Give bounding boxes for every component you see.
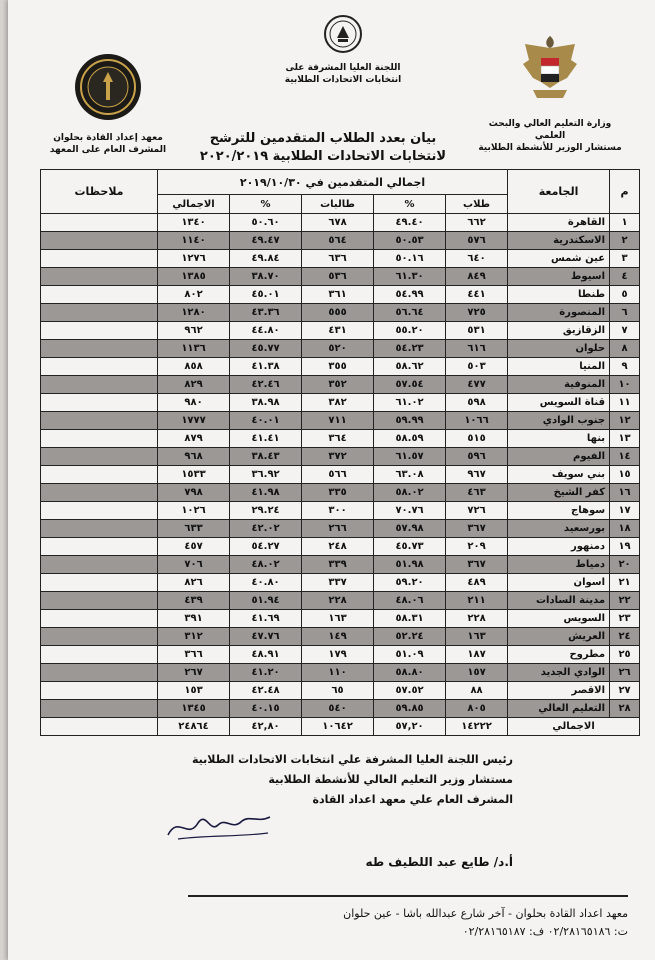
cell-university: المنيا <box>508 358 610 376</box>
cell-university: المنوفية <box>508 376 610 394</box>
cell-university: مدينة السادات <box>508 592 610 610</box>
table-row <box>41 646 640 664</box>
cell-pct-female: ٤٠.٠١ <box>230 412 302 430</box>
cell-female: ٢٤٨ <box>302 538 374 556</box>
cell-pct-female: ٥٤.٢٧ <box>230 538 302 556</box>
committee-seal-icon <box>323 14 363 54</box>
cell-pct-female: ٤٨.٩١ <box>230 646 302 664</box>
cell-students: ٢٠٩ <box>446 538 508 556</box>
total-pct-students: ٥٧,٢٠ <box>374 718 446 736</box>
header-university: الجامعة <box>508 170 610 214</box>
cell-pct-students: ٦١.٠٢ <box>374 394 446 412</box>
cell-students: ٥٩٦ <box>446 448 508 466</box>
cell-female: ٥٦٦ <box>302 466 374 484</box>
header-female: طالبات <box>302 195 374 214</box>
cell-total: ٣١٢ <box>158 628 230 646</box>
cell-students: ١٨٧ <box>446 646 508 664</box>
cell-pct-students: ٦١.٣٠ <box>374 268 446 286</box>
cell-female: ٥٤٠ <box>302 700 374 718</box>
cell-notes <box>41 610 158 628</box>
header-total: الاجمالي <box>158 195 230 214</box>
cell-num: ٨ <box>610 340 640 358</box>
footer-phone: ت: ٠٢/٢٨١٦٥١٨٦ ف: ٠٢/٢٨١٦٥١٨٧ <box>462 925 628 938</box>
cell-university: المنصورة <box>508 304 610 322</box>
cell-pct-female: ٣٨.٤٣ <box>230 448 302 466</box>
cell-total: ١٢٨٠ <box>158 304 230 322</box>
table-row <box>41 268 640 286</box>
cell-students: ٥٣١ <box>446 322 508 340</box>
cell-total: ٧٠٦ <box>158 556 230 574</box>
cell-students: ٥٠٣ <box>446 358 508 376</box>
cell-female: ٣٣٧ <box>302 574 374 592</box>
cell-pct-female: ٤١.٩٨ <box>230 484 302 502</box>
cell-total: ٦٣٣ <box>158 520 230 538</box>
cell-students: ٦٦٢ <box>446 214 508 232</box>
cell-students: ١٦٣ <box>446 628 508 646</box>
table-row <box>41 358 640 376</box>
cell-num: ٣ <box>610 250 640 268</box>
cell-pct-students: ٤٨.٠٦ <box>374 592 446 610</box>
table-row <box>41 322 640 340</box>
cell-pct-female: ٤٢.٤٨ <box>230 682 302 700</box>
cell-notes <box>41 304 158 322</box>
cell-students: ٢١١ <box>446 592 508 610</box>
cell-notes <box>41 268 158 286</box>
cell-notes <box>41 484 158 502</box>
cell-university: كفر الشيخ <box>508 484 610 502</box>
cell-num: ١٢ <box>610 412 640 430</box>
cell-notes <box>41 574 158 592</box>
cell-num: ١٣ <box>610 430 640 448</box>
cell-students: ٨٨ <box>446 682 508 700</box>
cell-total: ٩٦٨ <box>158 448 230 466</box>
cell-total: ٨٠٢ <box>158 286 230 304</box>
cell-total: ٨٢٩ <box>158 376 230 394</box>
cell-notes <box>41 556 158 574</box>
cell-pct-students: ٥٨.٣١ <box>374 610 446 628</box>
cell-num: ٩ <box>610 358 640 376</box>
cell-university: جنوب الوادي <box>508 412 610 430</box>
cell-total: ١٥٣ <box>158 682 230 700</box>
cell-pct-female: ٣٨.٩٨ <box>230 394 302 412</box>
cell-total: ١١٤٠ <box>158 232 230 250</box>
cell-university: قناة السويس <box>508 394 610 412</box>
cell-num: ١٩ <box>610 538 640 556</box>
footer-address: معهد اعداد القادة بحلوان - آخر شارع عبدالله باشا - عين حلوان <box>343 907 628 920</box>
header-notes: ملاحظات <box>41 170 158 214</box>
cell-students: ٤٤١ <box>446 286 508 304</box>
cell-num: ١ <box>610 214 640 232</box>
cell-total: ١٣٤٥ <box>158 700 230 718</box>
cell-female: ٦٣٦ <box>302 250 374 268</box>
table-row <box>41 538 640 556</box>
cell-students: ٢٢٨ <box>446 610 508 628</box>
cell-pct-female: ٤٢.٠٢ <box>230 520 302 538</box>
cell-num: ٢٧ <box>610 682 640 700</box>
cell-num: ٢٠ <box>610 556 640 574</box>
cell-notes <box>41 322 158 340</box>
cell-total: ٢٦٧ <box>158 664 230 682</box>
cell-pct-female: ٤١.٢٠ <box>230 664 302 682</box>
cell-female: ٣٨٢ <box>302 394 374 412</box>
cell-university: الاسكندرية <box>508 232 610 250</box>
table-row <box>41 430 640 448</box>
table-row <box>41 574 640 592</box>
cell-pct-female: ٤٥.٠١ <box>230 286 302 304</box>
cell-num: ٢٢ <box>610 592 640 610</box>
cell-pct-students: ٥٧.٩٨ <box>374 520 446 538</box>
cell-pct-students: ٧٠.٧٦ <box>374 502 446 520</box>
cell-students: ٥٩٨ <box>446 394 508 412</box>
cell-students: ٣٦٧ <box>446 520 508 538</box>
cell-num: ١١ <box>610 394 640 412</box>
cell-notes <box>41 214 158 232</box>
title-line-2: لانتخابات الاتحادات الطلابية ٢٠٢٠/٢٠١٩ <box>199 149 447 164</box>
cell-num: ٢٤ <box>610 628 640 646</box>
cell-total: ١٢٧٦ <box>158 250 230 268</box>
cell-pct-female: ٤٣.٣٦ <box>230 304 302 322</box>
total-female: ١٠٦٤٢ <box>302 718 374 736</box>
cell-pct-students: ٥٧.٥٢ <box>374 682 446 700</box>
cell-num: ٧ <box>610 322 640 340</box>
cell-university: الزقازيق <box>508 322 610 340</box>
cell-num: ٢ <box>610 232 640 250</box>
cell-female: ٤٣١ <box>302 322 374 340</box>
institute-line-2: المشرف العام على المعهد <box>49 145 167 155</box>
document-page <box>8 0 655 960</box>
committee-line-2: انتخابات الاتحادات الطلابية <box>284 75 402 85</box>
cell-pct-female: ٤١.٣٨ <box>230 358 302 376</box>
cell-total: ٤٣٩ <box>158 592 230 610</box>
cell-num: ١٦ <box>610 484 640 502</box>
cell-students: ٩٦٧ <box>446 466 508 484</box>
cell-students: ٤٨٩ <box>446 574 508 592</box>
cell-pct-female: ٤١.٤١ <box>230 430 302 448</box>
table-row <box>41 466 640 484</box>
cell-pct-students: ٥٨.٠٢ <box>374 484 446 502</box>
cell-pct-female: ٤٩.٨٤ <box>230 250 302 268</box>
table-row <box>41 664 640 682</box>
cell-female: ٥٣٦ <box>302 268 374 286</box>
cell-university: التعليم العالي <box>508 700 610 718</box>
cell-female: ٣٥٢ <box>302 376 374 394</box>
cell-female: ٣٣٥ <box>302 484 374 502</box>
committee-line-1: اللجنة العليا المشرفة على <box>285 63 401 73</box>
cell-num: ٥ <box>610 286 640 304</box>
table-row <box>41 286 640 304</box>
ministry-line-2: مستشار الوزير للأنشطة الطلابية <box>478 143 622 153</box>
cell-university: دمنهور <box>508 538 610 556</box>
total-pct-female: ٤٢,٨٠ <box>230 718 302 736</box>
footer <box>188 905 628 941</box>
cell-pct-students: ٥٤.٢٣ <box>374 340 446 358</box>
table-row <box>41 628 640 646</box>
cell-university: الوادي الجديد <box>508 664 610 682</box>
cell-notes <box>41 538 158 556</box>
cell-pct-female: ٤٠.١٥ <box>230 700 302 718</box>
title-line-1: بيان بعدد الطلاب المتقدمين للترشح <box>209 131 437 146</box>
cell-female: ٣٧٢ <box>302 448 374 466</box>
cell-female: ١٦٣ <box>302 610 374 628</box>
cell-university: بني سويف <box>508 466 610 484</box>
cell-notes <box>41 250 158 268</box>
cell-num: ٤ <box>610 268 640 286</box>
cell-num: ١٥ <box>610 466 640 484</box>
cell-students: ٨٤٩ <box>446 268 508 286</box>
cell-pct-female: ٤١.٦٩ <box>230 610 302 628</box>
header-students: طلاب <box>446 195 508 214</box>
cell-university: الفيوم <box>508 448 610 466</box>
header-num: م <box>610 170 640 214</box>
cell-notes <box>41 448 158 466</box>
institute-seal-icon <box>73 52 143 122</box>
cell-notes <box>41 520 158 538</box>
cell-university: بنها <box>508 430 610 448</box>
cell-female: ١٧٩ <box>302 646 374 664</box>
cell-num: ١٠ <box>610 376 640 394</box>
cell-pct-female: ٤٩.٤٧ <box>230 232 302 250</box>
table-row <box>41 340 640 358</box>
cell-female: ٥٢٠ <box>302 340 374 358</box>
cell-pct-students: ٥٩.٨٥ <box>374 700 446 718</box>
cell-notes <box>41 286 158 304</box>
cell-pct-students: ٥٠.١٦ <box>374 250 446 268</box>
cell-university: دمياط <box>508 556 610 574</box>
cell-notes <box>41 700 158 718</box>
cell-pct-female: ٤٤.٨٠ <box>230 322 302 340</box>
cell-notes <box>41 664 158 682</box>
cell-university: سوهاج <box>508 502 610 520</box>
cell-notes <box>41 430 158 448</box>
cell-total: ١٥٣٣ <box>158 466 230 484</box>
table-row <box>41 610 640 628</box>
cell-female: ٣٦٤ <box>302 430 374 448</box>
cell-pct-students: ٥١.٠٩ <box>374 646 446 664</box>
cell-notes <box>41 646 158 664</box>
cell-university: اسوان <box>508 574 610 592</box>
cell-notes <box>41 682 158 700</box>
cell-pct-students: ٥٤.٩٩ <box>374 286 446 304</box>
cell-num: ١٨ <box>610 520 640 538</box>
cell-total: ٤٥٧ <box>158 538 230 556</box>
cell-university: القاهرة <box>508 214 610 232</box>
cell-pct-students: ٥٨.٨٠ <box>374 664 446 682</box>
cell-pct-students: ٥٦.٦٤ <box>374 304 446 322</box>
cell-total: ٨٧٩ <box>158 430 230 448</box>
cell-university: اسيوط <box>508 268 610 286</box>
signatory-name: أ.د/ طايع عبد اللطيف طه <box>365 855 513 869</box>
cell-students: ٥١٥ <box>446 430 508 448</box>
cell-notes <box>41 358 158 376</box>
cell-university: حلوان <box>508 340 610 358</box>
cell-pct-students: ٤٩.٤٠ <box>374 214 446 232</box>
table-row <box>41 232 640 250</box>
cell-pct-female: ٥١.٩٤ <box>230 592 302 610</box>
cell-num: ٦ <box>610 304 640 322</box>
cell-pct-students: ٥٢.٢٤ <box>374 628 446 646</box>
cell-notes <box>41 394 158 412</box>
eagle-emblem-icon <box>515 30 585 108</box>
cell-students: ٥٧٦ <box>446 232 508 250</box>
cell-female: ٢٦٦ <box>302 520 374 538</box>
cell-pct-female: ٢٩.٢٤ <box>230 502 302 520</box>
cell-num: ٢٥ <box>610 646 640 664</box>
table-row <box>41 484 640 502</box>
total-row <box>41 718 640 736</box>
cell-num: ١٤ <box>610 448 640 466</box>
table-row <box>41 304 640 322</box>
cell-total: ٣٦٦ <box>158 646 230 664</box>
handwritten-signature <box>158 805 278 845</box>
cell-pct-female: ٤٥.٧٧ <box>230 340 302 358</box>
cell-pct-students: ٦٣.٠٨ <box>374 466 446 484</box>
cell-pct-female: ٤٠.٨٠ <box>230 574 302 592</box>
signature-line-2: مستشار وزير التعليم العالي للأنشطة الطلابية <box>268 773 513 786</box>
ministry-header <box>475 30 625 154</box>
cell-pct-students: ٥٥.٢٠ <box>374 322 446 340</box>
cell-total: ٣٩١ <box>158 610 230 628</box>
cell-female: ٣٥٥ <box>302 358 374 376</box>
cell-notes <box>41 592 158 610</box>
total-notes <box>41 718 158 736</box>
cell-university: طنطا <box>508 286 610 304</box>
institute-header <box>48 52 168 156</box>
total-label: الاجمالي <box>508 718 640 736</box>
cell-students: ٧٢٥ <box>446 304 508 322</box>
cell-female: ٣٠٠ <box>302 502 374 520</box>
cell-total: ١٣٤٠ <box>158 214 230 232</box>
cell-total: ٨٥٨ <box>158 358 230 376</box>
header-pct-female: % <box>230 195 302 214</box>
cell-pct-students: ٥٨.٦٢ <box>374 358 446 376</box>
table-row <box>41 250 640 268</box>
cell-pct-students: ٥٧.٥٤ <box>374 376 446 394</box>
cell-female: ١٤٩ <box>302 628 374 646</box>
cell-total: ١٣٨٥ <box>158 268 230 286</box>
cell-total: ٩٨٠ <box>158 394 230 412</box>
total-all: ٢٤٨٦٤ <box>158 718 230 736</box>
document-title <box>158 130 488 166</box>
cell-pct-students: ٦١.٥٧ <box>374 448 446 466</box>
cell-students: ٦٤٠ <box>446 250 508 268</box>
cell-female: ٣٦١ <box>302 286 374 304</box>
cell-num: ٢٣ <box>610 610 640 628</box>
cell-total: ٨٢٦ <box>158 574 230 592</box>
header-group: اجمالي المتقدمين في ٢٠١٩/١٠/٣٠ <box>158 170 508 195</box>
cell-pct-students: ٥١.٩٨ <box>374 556 446 574</box>
cell-students: ٧٢٦ <box>446 502 508 520</box>
cell-female: ٥٦٤ <box>302 232 374 250</box>
table-row <box>41 394 640 412</box>
signature-line-3: المشرف العام علي معهد اعداد القادة <box>312 793 513 806</box>
institute-line-1: معهد إعداد القادة بحلوان <box>53 133 163 143</box>
cell-num: ٢٦ <box>610 664 640 682</box>
cell-num: ٢٨ <box>610 700 640 718</box>
applicants-table <box>40 169 640 736</box>
cell-female: ٢٢٨ <box>302 592 374 610</box>
cell-pct-female: ٤٢.٤٦ <box>230 376 302 394</box>
cell-notes <box>41 340 158 358</box>
signature-line-1: رئيس اللجنة العليا المشرفة علي انتخابات الاتحادات الطلابية <box>192 753 513 766</box>
cell-total: ١٧٧٧ <box>158 412 230 430</box>
table-row <box>41 592 640 610</box>
cell-num: ١٧ <box>610 502 640 520</box>
cell-pct-female: ٥٠.٦٠ <box>230 214 302 232</box>
cell-university: بورسعيد <box>508 520 610 538</box>
table-row <box>41 448 640 466</box>
cell-female: ٦٧٨ <box>302 214 374 232</box>
cell-university: العريش <box>508 628 610 646</box>
table-row <box>41 682 640 700</box>
footer-divider <box>188 895 628 897</box>
cell-notes <box>41 466 158 484</box>
cell-students: ٤٦٣ <box>446 484 508 502</box>
cell-female: ١١٠ <box>302 664 374 682</box>
cell-students: ٨٠٥ <box>446 700 508 718</box>
table-row <box>41 556 640 574</box>
cell-university: السويس <box>508 610 610 628</box>
table-row <box>41 412 640 430</box>
cell-pct-students: ٥٩.٩٩ <box>374 412 446 430</box>
cell-students: ٤٧٧ <box>446 376 508 394</box>
cell-female: ٦٥ <box>302 682 374 700</box>
cell-female: ٧١١ <box>302 412 374 430</box>
cell-notes <box>41 628 158 646</box>
cell-students: ٦١٦ <box>446 340 508 358</box>
cell-students: ١٥٧ <box>446 664 508 682</box>
cell-notes <box>41 412 158 430</box>
cell-female: ٥٥٥ <box>302 304 374 322</box>
cell-pct-students: ٤٥.٧٣ <box>374 538 446 556</box>
cell-num: ٢١ <box>610 574 640 592</box>
cell-pct-students: ٥٠.٥٣ <box>374 232 446 250</box>
cell-total: ١٠٢٦ <box>158 502 230 520</box>
cell-pct-female: ٤٧.٧٦ <box>230 628 302 646</box>
committee-header <box>268 14 418 86</box>
cell-university: مطروح <box>508 646 610 664</box>
cell-total: ١١٣٦ <box>158 340 230 358</box>
cell-pct-students: ٥٨.٥٩ <box>374 430 446 448</box>
cell-pct-female: ٣٨.٧٠ <box>230 268 302 286</box>
cell-university: الاقصر <box>508 682 610 700</box>
header-pct-students: % <box>374 195 446 214</box>
cell-students: ١٠٦٦ <box>446 412 508 430</box>
table-row <box>41 700 640 718</box>
cell-notes <box>41 376 158 394</box>
cell-notes <box>41 502 158 520</box>
ministry-line-1: وزارة التعليم العالي والبحث العلمي <box>488 119 612 141</box>
cell-pct-students: ٥٩.٢٠ <box>374 574 446 592</box>
cell-pct-female: ٣٦.٩٢ <box>230 466 302 484</box>
table-row <box>41 214 640 232</box>
table-row <box>41 520 640 538</box>
total-students: ١٤٢٢٢ <box>446 718 508 736</box>
cell-students: ٣٦٧ <box>446 556 508 574</box>
table-row <box>41 376 640 394</box>
cell-notes <box>41 232 158 250</box>
cell-total: ٧٩٨ <box>158 484 230 502</box>
cell-pct-female: ٤٨.٠٢ <box>230 556 302 574</box>
cell-female: ٣٣٩ <box>302 556 374 574</box>
cell-total: ٩٦٢ <box>158 322 230 340</box>
table-body <box>41 214 640 718</box>
cell-university: عين شمس <box>508 250 610 268</box>
table-row <box>41 502 640 520</box>
